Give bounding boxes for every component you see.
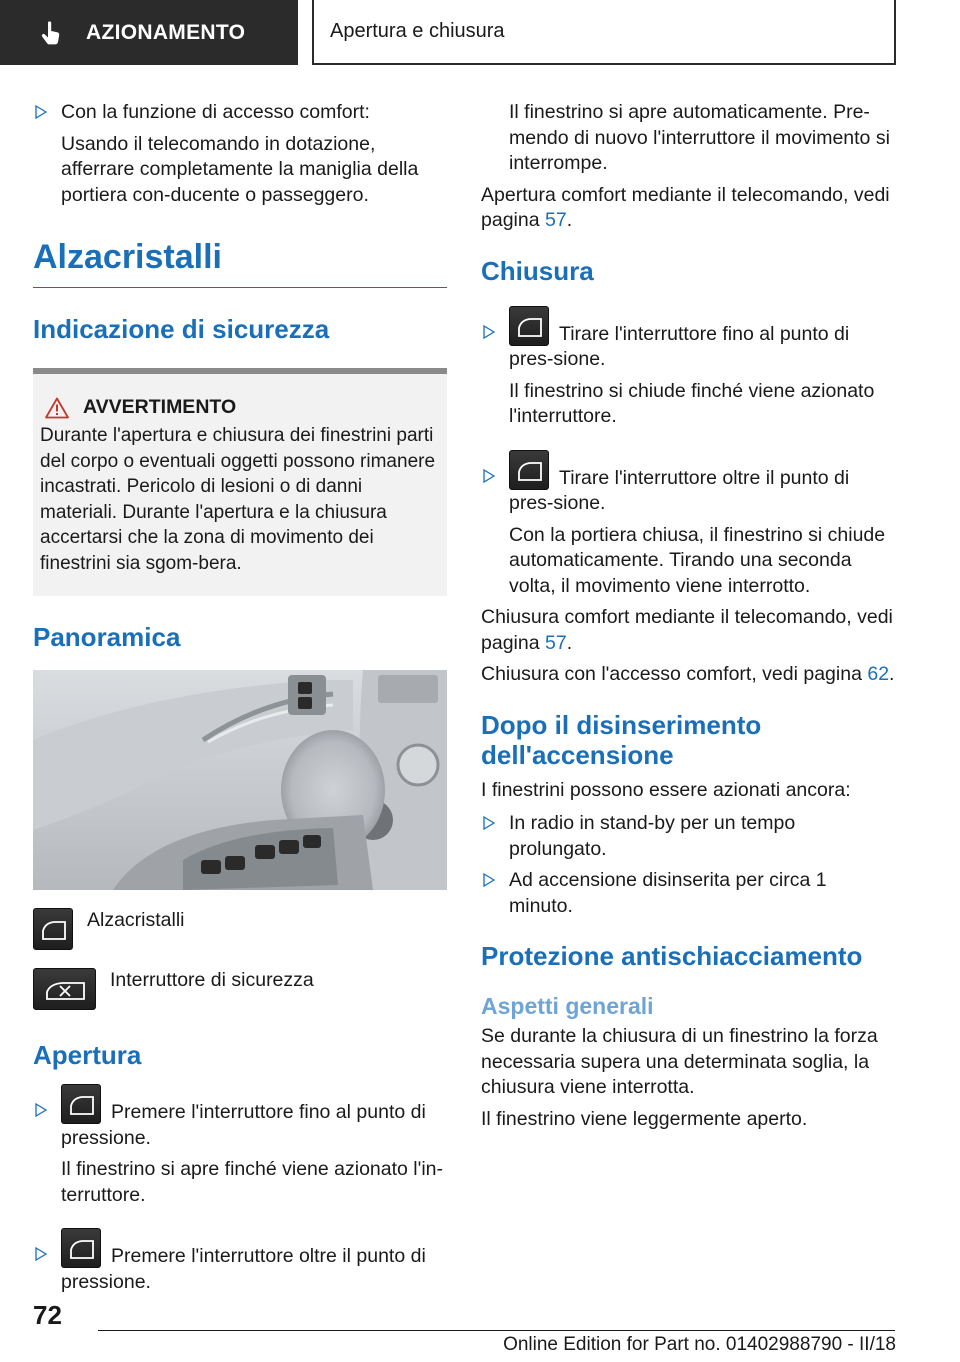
- heading-overview: Panoramica: [33, 622, 181, 652]
- bullet-triangle-icon: [35, 1103, 47, 1117]
- page-number: 72: [33, 1300, 62, 1330]
- right-column: Il finestrino si apre automaticamente. Pre-mendo di nuovo l'interruttore il movimento si interrompe. Apertura comfort mediante il telecomando, vedi pagina 57. Chiusura Tirare l'interruttore fino al punto di pres-sione. Il finestrino si chiude finché viene azionato l'interruttore. Tirare l'interruttore oltre il punto di pres-sione. Con la portiera chiusa, il finestrino si chiude automaticamente. Tirando una seconda volta, il movimento viene interrotto. Chiusura comfort mediante il telecomando, vedi pagina 57. Chiusura con l'accesso comfort, vedi pagina 62. Dopo il disinserimento dell'accensione I finestrini possono essere azionati ancora: In radio in stand-by per un tempo prolungato. Ad accensione disinserita per circa 1 minuto. Protezione antischiacciamento Aspetti generali Se durante la chiusura di un finestrino la forza necessaria supera una determinata soglia, la chiusura viene interrotta. Il finestrino viene leggermente aperto.: [481, 101, 895, 1130]
- legend-window-label: Alzacristalli: [87, 909, 185, 931]
- legend-row-safety: [33, 968, 447, 1010]
- list-item: Premere l'interruttore oltre il punto di pressione.: [33, 1242, 447, 1295]
- window-switch-icon: [61, 1084, 101, 1124]
- heading-pinch-protection: Protezione antischiacciamento: [481, 941, 863, 971]
- footer-divider: [98, 1330, 895, 1331]
- bullet-triangle-icon: [483, 469, 495, 483]
- list-item: Premere l'interruttore fino al punto di pressione. Il finestrino si apre finché viene azionato l'in-terruttore.: [33, 1098, 447, 1208]
- page-link[interactable]: 57: [544, 631, 567, 654]
- page-link[interactable]: 57: [544, 209, 567, 231]
- bullet-triangle-icon: [483, 873, 495, 887]
- list-item: Tirare l'interruttore fino al punto di pres-sione. Il finestrino si chiude finché viene azionato l'interruttore.: [481, 320, 895, 430]
- bullet-triangle-icon: [35, 105, 47, 119]
- bullet-triangle-icon: [483, 816, 495, 830]
- footer-edition: Online Edition for Part no. 01402988790 - II/18: [503, 1334, 896, 1355]
- warning-text: Durante l'apertura e chiusura dei finestrini parti del corpo o eventuali oggetti possono rimanere incastrati. Pericolo di lesioni o di danni materiali. Durante l'apertura e la chiusura accertarsi che la zona di movimento dei finestrini sia sgom-bera.: [40, 425, 436, 574]
- heading-general: Aspetti generali: [481, 993, 654, 1019]
- page-link[interactable]: 62: [867, 663, 890, 685]
- legend-row-window: [33, 908, 447, 950]
- door-panel-photo: [33, 670, 447, 890]
- open-b2-sub: Il finestrino si apre automaticamente. Pre-mendo di nuovo l'interruttore il movimento si interrompe.: [509, 101, 890, 174]
- window-switch-icon: [509, 450, 549, 490]
- heading-alzacristalli: Alzacristalli: [33, 238, 447, 288]
- list-item: Ad accensione disinserita per circa 1 minuto.: [481, 868, 895, 919]
- safety-switch-icon: [33, 968, 96, 1010]
- section-label: AZIONAMENTO: [86, 20, 246, 44]
- list-item: In radio in stand-by per un tempo prolungato.: [481, 811, 895, 862]
- warning-box: [33, 368, 447, 596]
- hand-pointer-icon: [40, 22, 62, 44]
- comfort-close-ref: Chiusura comfort mediante il telecomando, vedi pagina 57.: [481, 606, 893, 654]
- legend-safety-label: Interruttore di sicurezza: [110, 969, 314, 991]
- heading-safety: Indicazione di sicurezza: [33, 314, 330, 344]
- chapter-title: [312, 0, 896, 65]
- chapter-label: Apertura e chiusura: [330, 20, 505, 42]
- heading-open: Apertura: [33, 1040, 142, 1070]
- window-switch-icon: [33, 908, 73, 950]
- window-switch-icon: [61, 1228, 101, 1268]
- bullet-triangle-icon: [35, 1247, 47, 1261]
- comfort-open-ref: Apertura comfort mediante il telecomando, vedi pagina 57.: [481, 183, 890, 231]
- access-close-ref: Chiusura con l'accesso comfort, vedi pagina 62.: [481, 663, 895, 685]
- header-section-tab: [0, 0, 298, 65]
- heading-close: Chiusura: [481, 255, 594, 286]
- heading-after-ignition: Dopo il disinserimento dell'accensione: [481, 709, 762, 770]
- list-item: Con la funzione di accesso comfort: Usando il telecomando in dotazione, afferrare completamente la maniglia della portiera con-ducente o passeggero.: [33, 100, 447, 208]
- warning-title: AVVERTIMENTO: [83, 396, 237, 418]
- bullet-triangle-icon: [483, 325, 495, 339]
- list-item: Tirare l'interruttore oltre il punto di pres-sione. Con la portiera chiusa, il finestrino si chiude automaticamente. Tirando una seconda volta, il movimento viene interrotto.: [481, 464, 895, 600]
- warning-triangle-icon: [45, 397, 69, 419]
- window-switch-icon: [509, 306, 549, 346]
- left-column: [33, 100, 447, 1301]
